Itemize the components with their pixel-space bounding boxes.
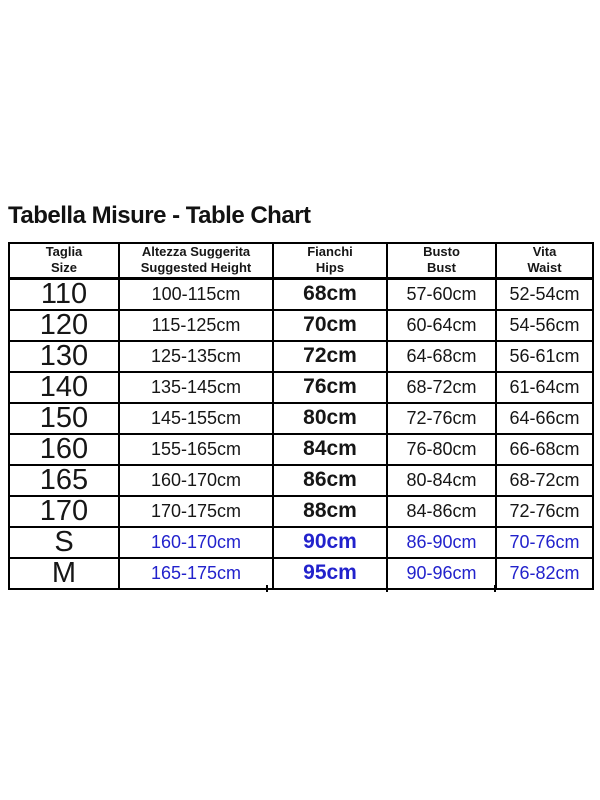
cell-bust: 57-60cm [387, 278, 496, 310]
table-row [9, 403, 593, 434]
column-header-waist [496, 243, 593, 278]
table-row [9, 341, 593, 372]
cell-height: 125-135cm [119, 341, 273, 372]
column-header-height [119, 243, 273, 278]
cell-size: 150 [9, 403, 119, 434]
cell-hips: 90cm [273, 527, 387, 558]
cell-height: 170-175cm [119, 496, 273, 527]
cell-height: 155-165cm [119, 434, 273, 465]
cell-size: 130 [9, 341, 119, 372]
border-overshoot-artifact [494, 585, 496, 592]
cell-height: 160-170cm [119, 465, 273, 496]
header-line-italian: Busto [423, 244, 460, 259]
column-header-size [9, 243, 119, 278]
table-row [9, 496, 593, 527]
cell-height: 135-145cm [119, 372, 273, 403]
header-line-english: Suggested Height [140, 260, 252, 276]
header-line-english: Size [50, 260, 77, 276]
cell-waist: 72-76cm [496, 496, 593, 527]
cell-height: 115-125cm [119, 310, 273, 341]
cell-size: M [9, 558, 119, 589]
header-line-english: Waist [527, 260, 562, 276]
cell-size: S [9, 527, 119, 558]
header-line-italian: Taglia [45, 244, 83, 259]
cell-hips: 86cm [273, 465, 387, 496]
cell-bust: 68-72cm [387, 372, 496, 403]
table-row [9, 372, 593, 403]
cell-size: 170 [9, 496, 119, 527]
cell-height: 100-115cm [119, 278, 273, 310]
cell-bust: 84-86cm [387, 496, 496, 527]
cell-size: 120 [9, 310, 119, 341]
cell-waist: 76-82cm [496, 558, 593, 589]
cell-size: 160 [9, 434, 119, 465]
size-chart-table [8, 242, 594, 590]
table-row-highlighted [9, 527, 593, 558]
table-row [9, 278, 593, 310]
border-overshoot-artifact [266, 585, 268, 592]
cell-height: 160-170cm [119, 527, 273, 558]
cell-bust: 64-68cm [387, 341, 496, 372]
header-line-italian: Vita [532, 244, 557, 259]
header-line-italian: Fianchi [307, 244, 353, 259]
page-title: Tabella Misure - Table Chart [8, 202, 311, 229]
cell-waist: 54-56cm [496, 310, 593, 341]
cell-hips: 88cm [273, 496, 387, 527]
cell-bust: 80-84cm [387, 465, 496, 496]
cell-waist: 64-66cm [496, 403, 593, 434]
header-line-italian: Altezza Suggerita [141, 244, 251, 259]
cell-hips: 72cm [273, 341, 387, 372]
cell-waist: 52-54cm [496, 278, 593, 310]
cell-hips: 95cm [273, 558, 387, 589]
header-row [9, 243, 593, 278]
cell-waist: 70-76cm [496, 527, 593, 558]
cell-hips: 70cm [273, 310, 387, 341]
cell-bust: 90-96cm [387, 558, 496, 589]
column-header-hips [273, 243, 387, 278]
cell-bust: 86-90cm [387, 527, 496, 558]
cell-height: 145-155cm [119, 403, 273, 434]
cell-hips: 80cm [273, 403, 387, 434]
cell-hips: 68cm [273, 278, 387, 310]
header-line-english: Bust [427, 260, 456, 276]
cell-size: 110 [9, 278, 119, 310]
cell-height: 165-175cm [119, 558, 273, 589]
cell-bust: 72-76cm [387, 403, 496, 434]
cell-bust: 60-64cm [387, 310, 496, 341]
column-header-bust [387, 243, 496, 278]
table-row [9, 310, 593, 341]
cell-hips: 84cm [273, 434, 387, 465]
cell-waist: 56-61cm [496, 341, 593, 372]
cell-hips: 76cm [273, 372, 387, 403]
cell-size: 165 [9, 465, 119, 496]
cell-waist: 61-64cm [496, 372, 593, 403]
table-row [9, 434, 593, 465]
cell-waist: 66-68cm [496, 434, 593, 465]
cell-bust: 76-80cm [387, 434, 496, 465]
table-row-highlighted [9, 558, 593, 589]
header-line-english: Hips [315, 260, 345, 276]
border-overshoot-artifact [386, 585, 388, 592]
cell-size: 140 [9, 372, 119, 403]
cell-waist: 68-72cm [496, 465, 593, 496]
table-row [9, 465, 593, 496]
